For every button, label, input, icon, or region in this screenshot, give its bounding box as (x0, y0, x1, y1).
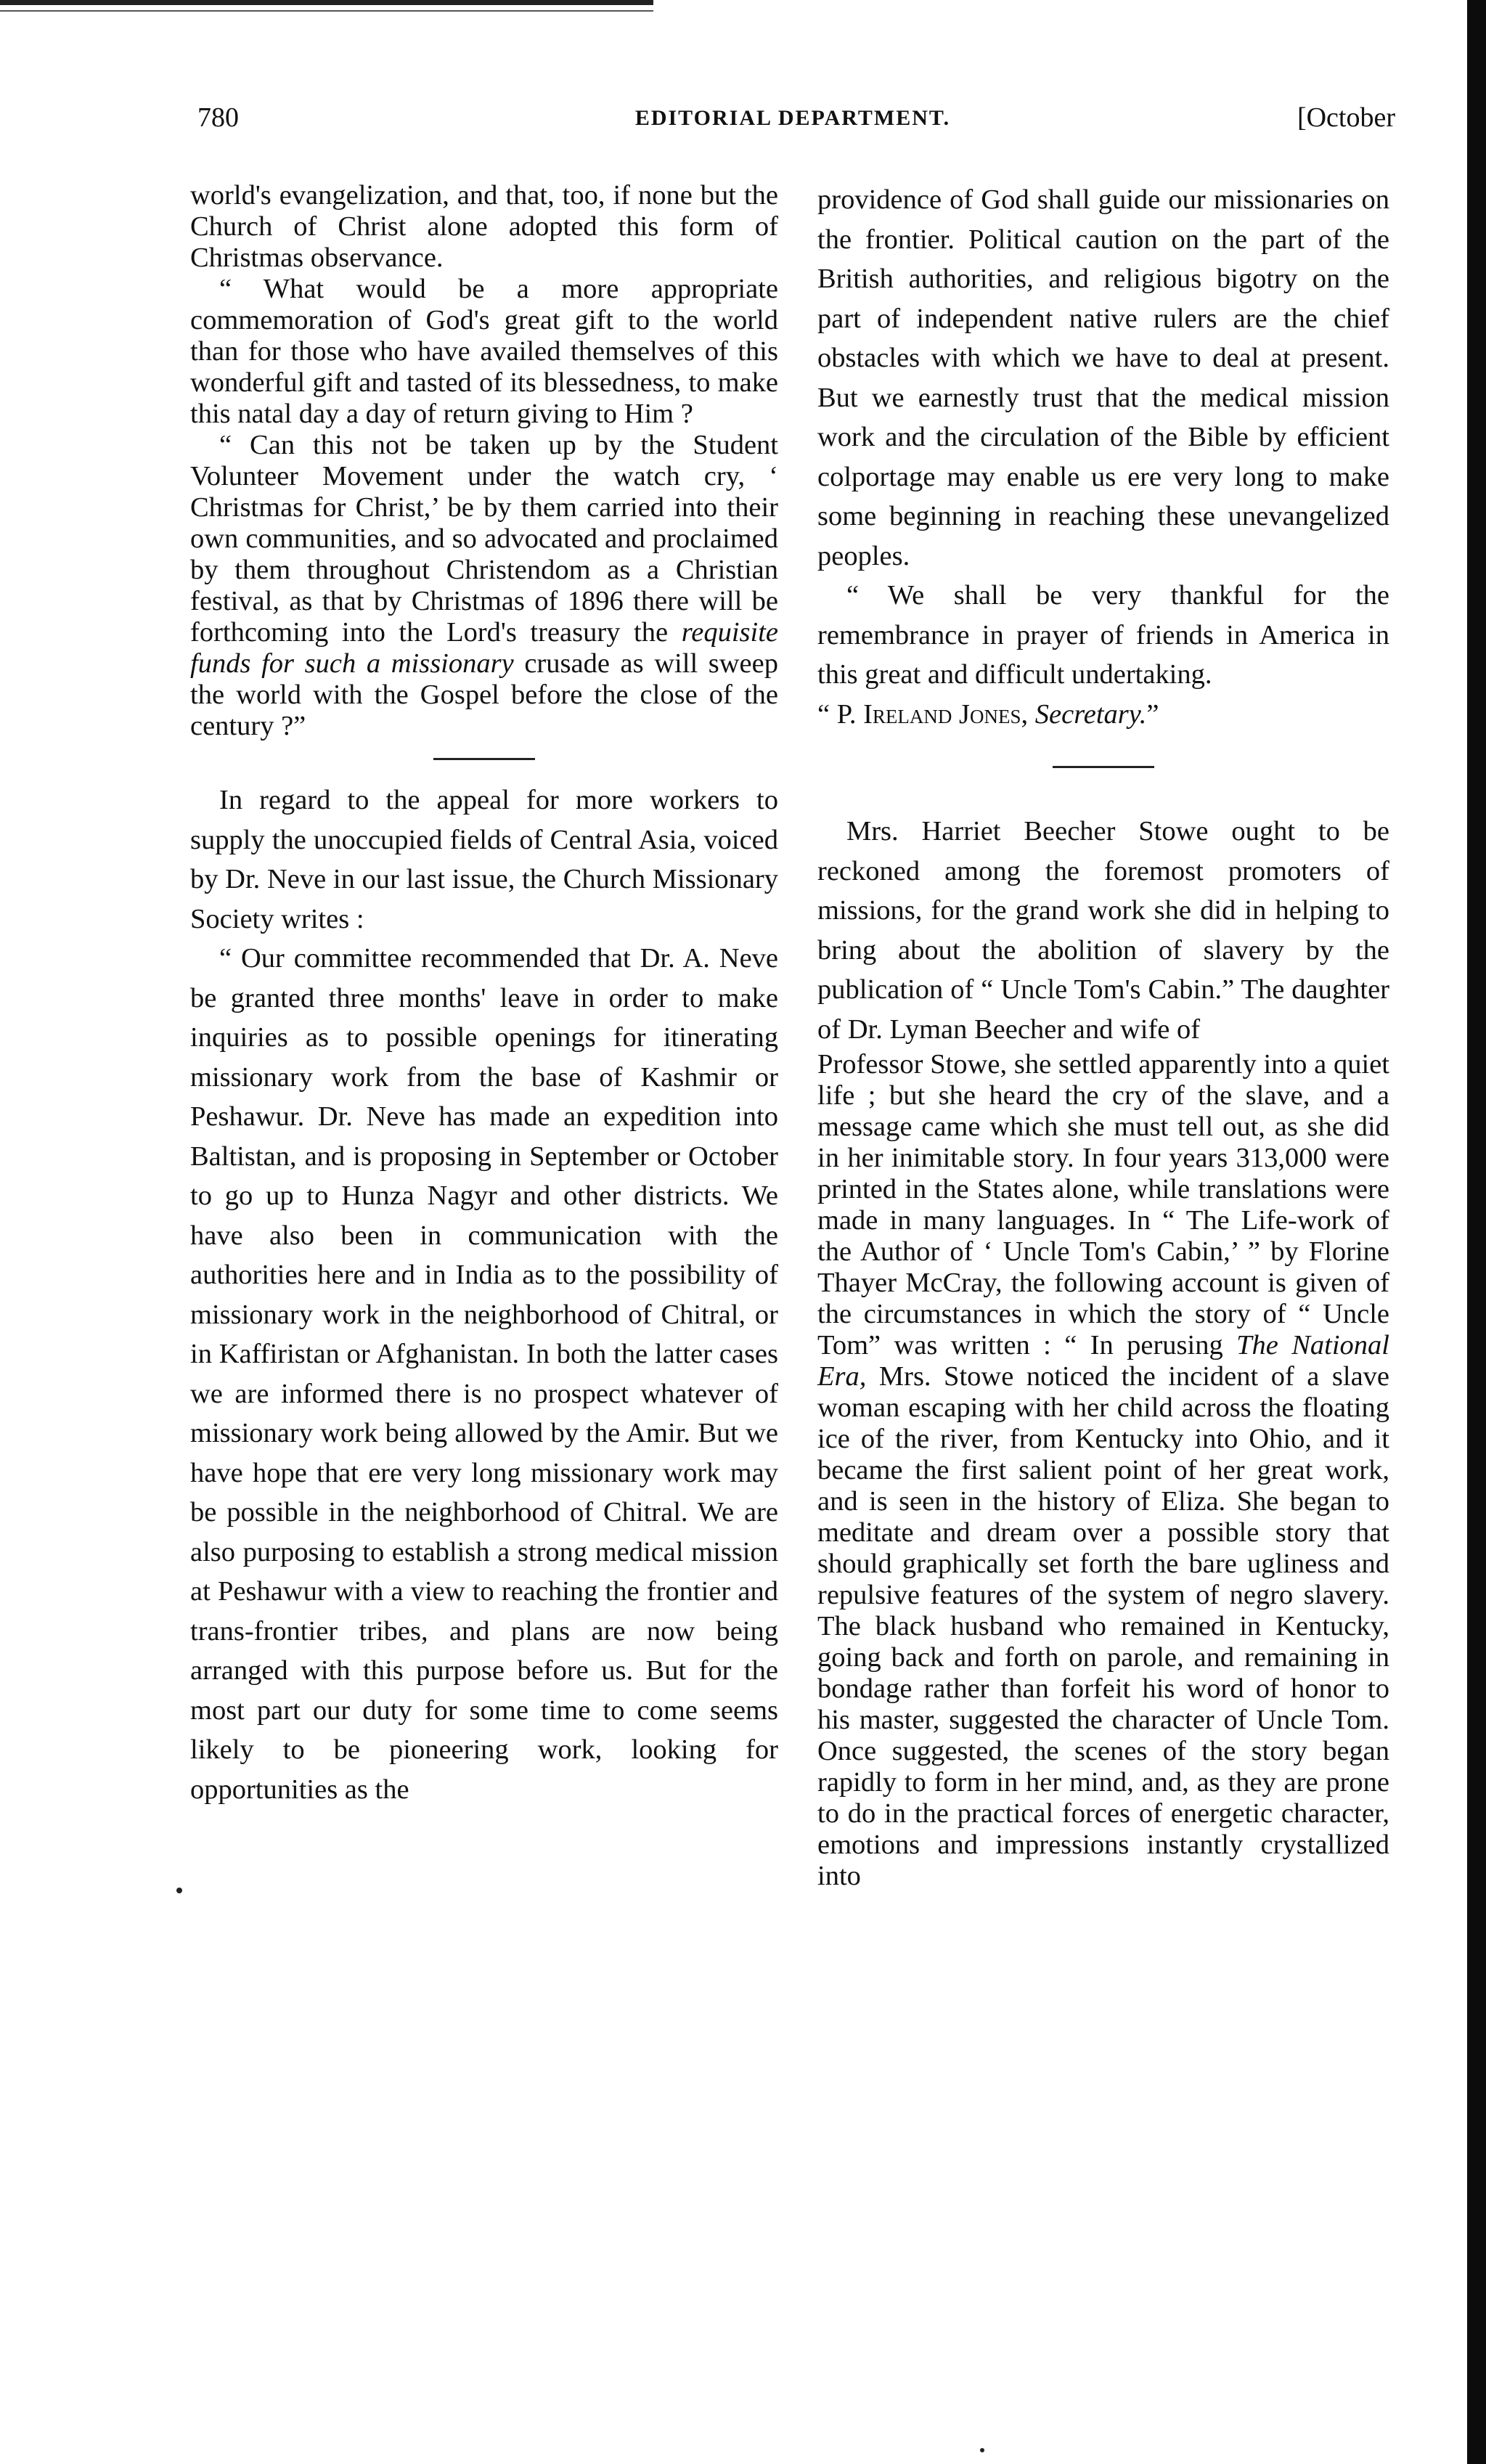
top-rule (0, 0, 653, 5)
signature: “ P. Ireland Jones, Secretary.” (817, 698, 1159, 730)
section-divider (433, 758, 535, 760)
italic-text: The National Era, (817, 1330, 1390, 1392)
paragraph: providence of God shall guide our missionaries on the frontier. Political caution on the part of the British authorities, and religious bigotry on the part of independent native rulers are the chief obstacles with which we have to deal at present. But we earnestly trust that the medical mission work and the circulation of the Bible by efficient colportage may enable us ere very long to make some beginning in reaching these unevangelized peoples. (817, 184, 1389, 571)
top-rule-thin (0, 10, 653, 12)
page-number: 780 (197, 102, 239, 133)
italic-text: requisite funds for such a missionary (190, 617, 778, 679)
right-column (817, 180, 1389, 1892)
paragraph: world's evangelization, and that, too, if none but the Church of Christ alone adopted this form of Christmas observance. (190, 180, 778, 273)
paragraph: “ Can this not be taken up by the Student Volunteer Movement under the watch cry, ‘ Christmas for Christ,’ be by them carried into their own communities, and so advocated and proclaimed by them throughout Christendom as a Christian festival, as that by Christmas of 1896 there will be forthcoming into the Lord's treasury the requisite funds for such a missionary crusade as will sweep the world with the Gospel before the close of the century ?” (190, 430, 778, 741)
page-edge-shadow (1467, 0, 1486, 2464)
paragraph: Professor Stowe, she settled apparently into a quiet life ; but she heard the cry of the slave, and a message came which she must tell out, as she did in her inimitable story. In four years 313,000 were printed in the States alone, while translations were made in many languages. In “ The Life-work of the Author of ‘ Uncle Tom's Cabin,’ ” by Florine Thayer McCray, the following account is given of the circumstances in which the story of “ Uncle Tom” was written : “ In perusing The National Era, Mrs. Stowe noticed the incident of a slave woman escaping with her child across the floating ice of the river, from Kentucky into Ohio, and it became the first salient point of her great work, and is seen in the history of Eliza. She began to meditate and dream over a possible story that should graphically set forth the bare ugliness and repulsive features of the system of negro slavery. The black husband who remained in Kentucky, going back and forth on parole, and remaining in bondage rather than forfeit his word of honor to his master, suggested the character of Uncle Tom. Once suggested, the scenes of the story began rapidly to form in her mind, and, as they are prone to do in the practical forces of energetic character, emotions and impressions instantly crystallized into (817, 1049, 1390, 1891)
paragraph: “ Our committee recommended that Dr. A. Neve be granted three months' leave in order to make inquiries as to possible openings for itinerating missionary work from the base of Kashmir or Peshawur. Dr. Neve has made an expedition into Baltistan, and is proposing in September or October to go up to Hunza Nagyr and other districts. We have also been in communication with the authorities here and in India as to the possibility of missionary work in the neighborhood of Chitral, or in Kaffiristan or Afghanistan. In both the latter cases we are informed there is no prospect whatever of missionary work being allowed by the Amir. But we have hope that ere very long missionary work may be possible in the neighborhood of Chitral. We are also purposing to establish a strong medical mission at Peshawur with a view to reaching the frontier and trans-frontier tribes, and plans are now being arranged with this purpose before us. But for the most part our duty for some time to come seems likely to be pioneering work, looking for opportunities as the (190, 943, 778, 1805)
paragraph: “ What would be a more appropriate commemoration of God's great gift to the world than for those who have availed themselves of this wonderful gift and tasted of its blessedness, to make this natal day a day of return giving to Him ? (190, 274, 778, 429)
running-head: EDITORIAL DEPARTMENT. (634, 106, 951, 130)
paragraph: In regard to the appeal for more workers to supply the unoccupied fields of Central Asia, voiced by Dr. Neve in our last issue, the Church Missionary Society writes : (190, 785, 778, 934)
left-column (190, 180, 778, 1809)
paragraph: “ We shall be very thankful for the remembrance in prayer of friends in America in this great and difficult undertaking. (817, 580, 1389, 690)
paragraph: Mrs. Harriet Beecher Stowe ought to be reckoned among the foremost promoters of missions, for the grand work she did in helping to bring about the abolition of slavery by the publication of “ Uncle Tom's Cabin.” The daughter of Dr. Lyman Beecher and wife of (817, 816, 1389, 1045)
page-header (190, 102, 1395, 145)
print-speck (176, 1888, 182, 1893)
section-divider (1053, 766, 1154, 768)
issue-month: [October (1297, 102, 1395, 133)
print-speck (980, 2448, 984, 2452)
